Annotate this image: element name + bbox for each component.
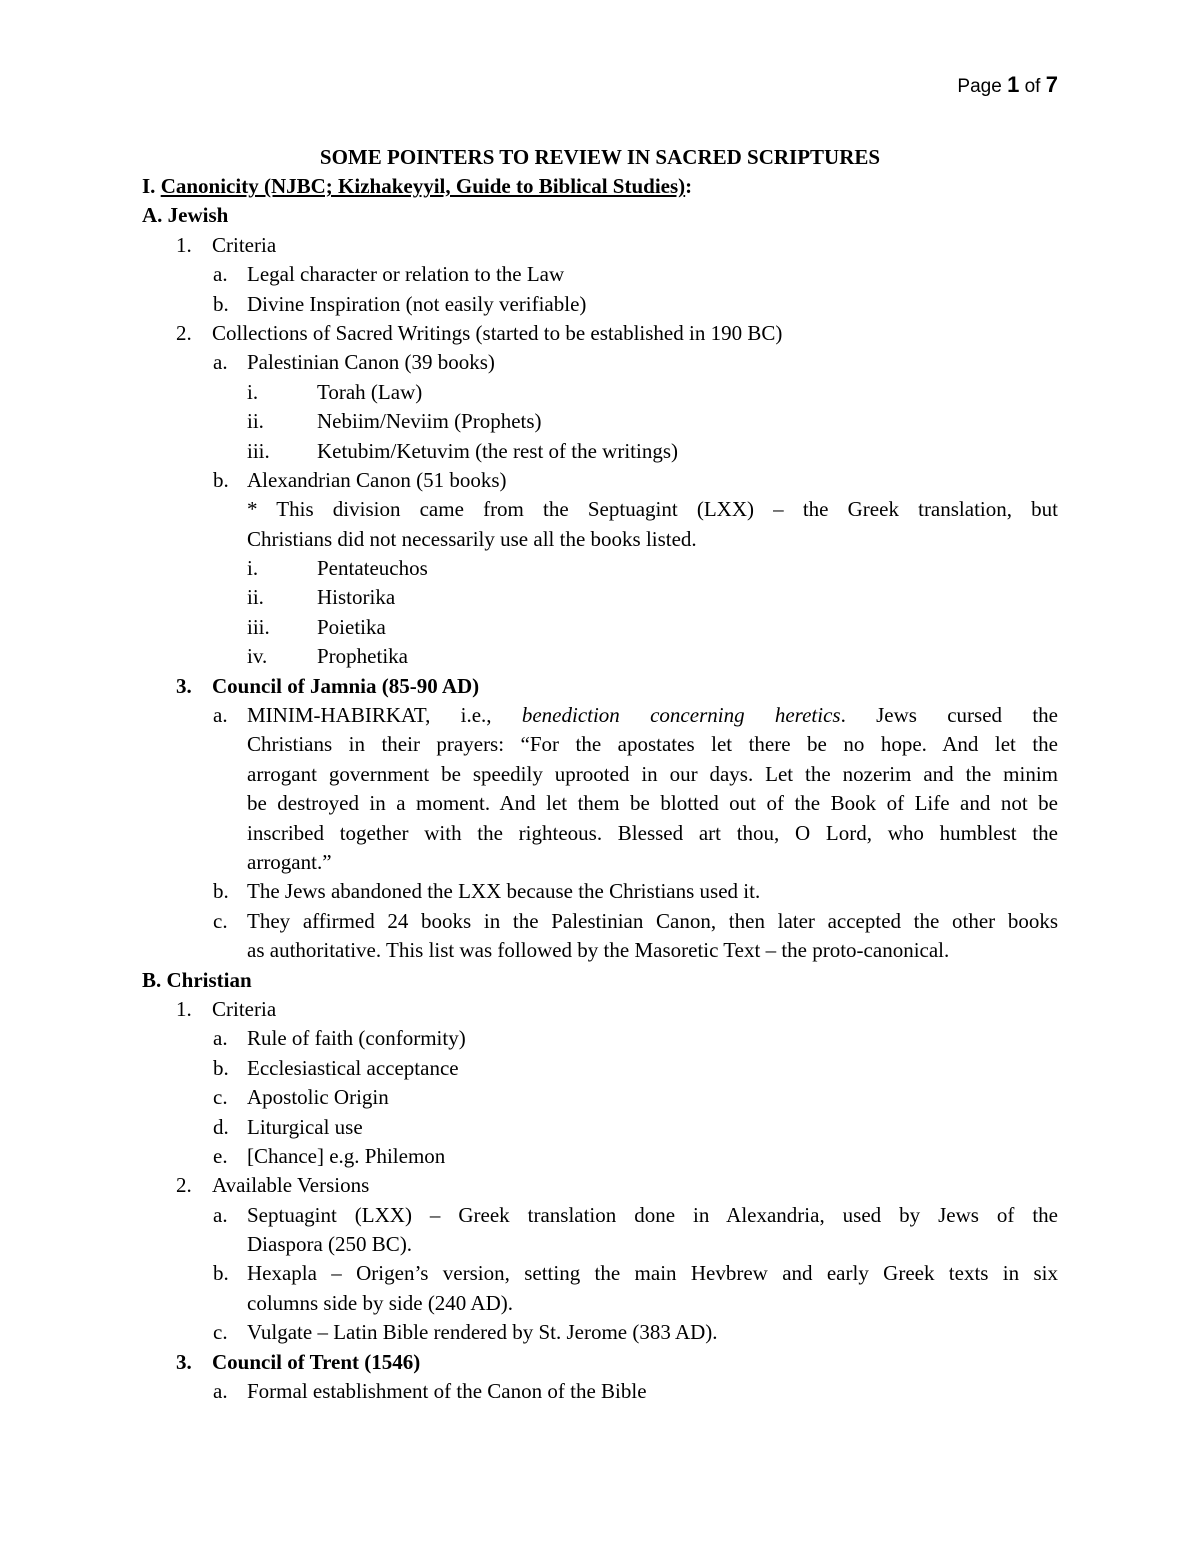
- list-marker: d.: [213, 1114, 229, 1139]
- list-marker: c.: [213, 1320, 228, 1345]
- list-marker: b.: [213, 879, 229, 904]
- list-item: [142, 290, 1058, 319]
- list-marker: e.: [213, 1143, 228, 1168]
- current-page: 1: [1007, 72, 1020, 97]
- list-text: Historika: [317, 585, 396, 610]
- paragraph-text: as authoritative. This list was followed by the Masoretic Text – the proto-canonical.: [247, 938, 950, 963]
- list-text: Pentateuchos: [317, 556, 428, 581]
- list-item: [142, 613, 1058, 642]
- paragraph-line: [142, 789, 1058, 818]
- list-text: Legal character or relation to the Law: [247, 262, 565, 287]
- list-text: Poietika: [317, 614, 386, 639]
- list-marker: a.: [213, 350, 228, 375]
- list-marker: 3.: [176, 1349, 192, 1374]
- list-text: They affirmed 24 books in the Palestinian Canon, then later accepted the other books: [247, 908, 1058, 933]
- list-item: [142, 1201, 1058, 1230]
- subsection-title: B. Christian: [142, 967, 252, 992]
- list-marker: 2.: [176, 320, 192, 345]
- list-item: [142, 466, 1058, 495]
- list-item: [142, 642, 1058, 671]
- list-text: Hexapla – Origen’s version, setting the main Hevbrew and early Greek texts in six: [247, 1261, 1058, 1286]
- list-marker: ii.: [247, 585, 264, 610]
- paragraph-line: [142, 1289, 1058, 1318]
- list-item: [142, 1054, 1058, 1083]
- section-heading: [142, 172, 1058, 201]
- subsection-title: A. Jewish: [142, 203, 229, 228]
- list-item: [142, 260, 1058, 289]
- note-line: [142, 495, 1058, 524]
- list-text: Criteria: [212, 996, 277, 1021]
- list-item: [142, 672, 1058, 701]
- list-marker: a.: [213, 703, 228, 728]
- list-marker: b.: [213, 291, 229, 316]
- list-marker: iv.: [247, 644, 268, 669]
- list-item: [142, 583, 1058, 612]
- list-marker: b.: [213, 467, 229, 492]
- list-marker: c.: [213, 1085, 228, 1110]
- paragraph-text: Christians in their prayers: “For the apostates let there be no hope. And let the: [247, 732, 1058, 757]
- list-item: [142, 1348, 1058, 1377]
- note-line: [142, 525, 1058, 554]
- list-text: Torah (Law): [317, 379, 423, 404]
- paragraph-line: [142, 760, 1058, 789]
- text-run: . Jews cursed the: [840, 703, 1058, 728]
- list-marker: i.: [247, 556, 259, 581]
- list-item: [142, 437, 1058, 466]
- list-text: [247, 701, 1058, 730]
- list-text: Prophetika: [317, 644, 408, 669]
- note-text: Christians did not necessarily use all the books listed.: [247, 526, 697, 551]
- of-label: of: [1024, 76, 1041, 97]
- paragraph-line: [142, 936, 1058, 965]
- paragraph-line: [142, 730, 1058, 759]
- list-text: Criteria: [212, 232, 277, 257]
- list-text: Council of Jamnia (85-90 AD): [212, 673, 480, 698]
- list-item: [142, 995, 1058, 1024]
- paragraph-text: Diaspora (250 BC).: [247, 1232, 413, 1257]
- list-text: Formal establishment of the Canon of the Bible: [247, 1379, 647, 1404]
- list-item: [142, 877, 1058, 906]
- list-text: Ketubim/Ketuvim (the rest of the writings): [317, 438, 679, 463]
- paragraph-text: inscribed together with the righteous. Blessed art thou, O Lord, who humblest the: [247, 820, 1058, 845]
- paragraph-line: [142, 848, 1058, 877]
- list-text: Liturgical use: [247, 1114, 363, 1139]
- document-title: SOME POINTERS TO REVIEW IN SACRED SCRIPTURES: [319, 145, 881, 169]
- list-item: [142, 1171, 1058, 1200]
- subsection-heading-jewish: [142, 201, 1058, 230]
- list-item: [142, 319, 1058, 348]
- list-text: Divine Inspiration (not easily verifiable): [247, 291, 587, 316]
- list-item: [142, 1113, 1058, 1142]
- list-item: [142, 348, 1058, 377]
- section-marker: I.: [142, 174, 156, 198]
- list-text: [Chance] e.g. Philemon: [247, 1143, 446, 1168]
- list-item: [142, 1083, 1058, 1112]
- list-item: [142, 1318, 1058, 1347]
- list-text: Palestinian Canon (39 books): [247, 350, 495, 375]
- section-title: Canonicity (NJBC; Kizhakeyyil, Guide to Biblical Studies): [160, 174, 686, 198]
- list-item: [142, 1259, 1058, 1288]
- list-marker: i.: [247, 379, 259, 404]
- list-item: [142, 407, 1058, 436]
- list-marker: iii.: [247, 614, 270, 639]
- italic-text: benediction concerning heretics: [521, 703, 841, 728]
- subsection-heading-christian: [142, 966, 1058, 995]
- list-text: Alexandrian Canon (51 books): [247, 467, 507, 492]
- list-marker: b.: [213, 1261, 229, 1286]
- paragraph-text: be destroyed in a moment. And let them be blotted out of the Book of Life and not be: [247, 791, 1058, 816]
- list-text: Vulgate – Latin Bible rendered by St. Jerome (383 AD).: [247, 1320, 718, 1345]
- list-text: Collections of Sacred Writings (started to be established in 190 BC): [212, 320, 783, 345]
- list-marker: ii.: [247, 409, 264, 434]
- list-item: [142, 378, 1058, 407]
- list-text: Available Versions: [212, 1173, 370, 1198]
- paragraph-text: columns side by side (240 AD).: [247, 1290, 513, 1315]
- paragraph-line: [142, 819, 1058, 848]
- list-item: [142, 1024, 1058, 1053]
- list-marker: b.: [213, 1055, 229, 1080]
- list-marker: iii.: [247, 438, 270, 463]
- page-label: Page: [957, 76, 1002, 97]
- list-item: [142, 701, 1058, 730]
- list-item: [142, 1142, 1058, 1171]
- list-marker: a.: [213, 1379, 228, 1404]
- list-text: Apostolic Origin: [247, 1085, 389, 1110]
- list-marker: a.: [213, 1202, 228, 1227]
- total-pages: 7: [1045, 72, 1058, 97]
- list-item: [142, 907, 1058, 936]
- list-marker: a.: [213, 1026, 228, 1051]
- list-text: Septuagint (LXX) – Greek translation done in Alexandria, used by Jews of the: [247, 1202, 1058, 1227]
- page-number: [957, 72, 1058, 98]
- list-item: [142, 1377, 1058, 1406]
- list-item: [142, 554, 1058, 583]
- list-marker: 1.: [176, 996, 192, 1021]
- document-body: [142, 143, 1058, 1406]
- list-text: The Jews abandoned the LXX because the Christians used it.: [247, 879, 761, 904]
- list-text: Rule of faith (conformity): [247, 1026, 466, 1051]
- list-marker: 2.: [176, 1173, 192, 1198]
- text-run: MINIM-HABIRKAT, i.e.,: [247, 703, 522, 728]
- note-text: * This division came from the Septuagint (LXX) – the Greek translation, but: [247, 497, 1058, 522]
- list-text: Ecclesiastical acceptance: [247, 1055, 459, 1080]
- list-marker: a.: [213, 262, 228, 287]
- paragraph-text: arrogant government be speedily uprooted in our days. Let the nozerim and the minim: [247, 761, 1058, 786]
- list-text: Nebiim/Neviim (Prophets): [317, 409, 542, 434]
- list-marker: 3.: [176, 673, 192, 698]
- paragraph-line: [142, 1230, 1058, 1259]
- list-marker: 1.: [176, 232, 192, 257]
- list-item: [142, 231, 1058, 260]
- paragraph-text: arrogant.”: [247, 849, 332, 874]
- list-text: Council of Trent (1546): [212, 1349, 421, 1374]
- list-marker: c.: [213, 908, 228, 933]
- section-colon: :: [685, 174, 693, 198]
